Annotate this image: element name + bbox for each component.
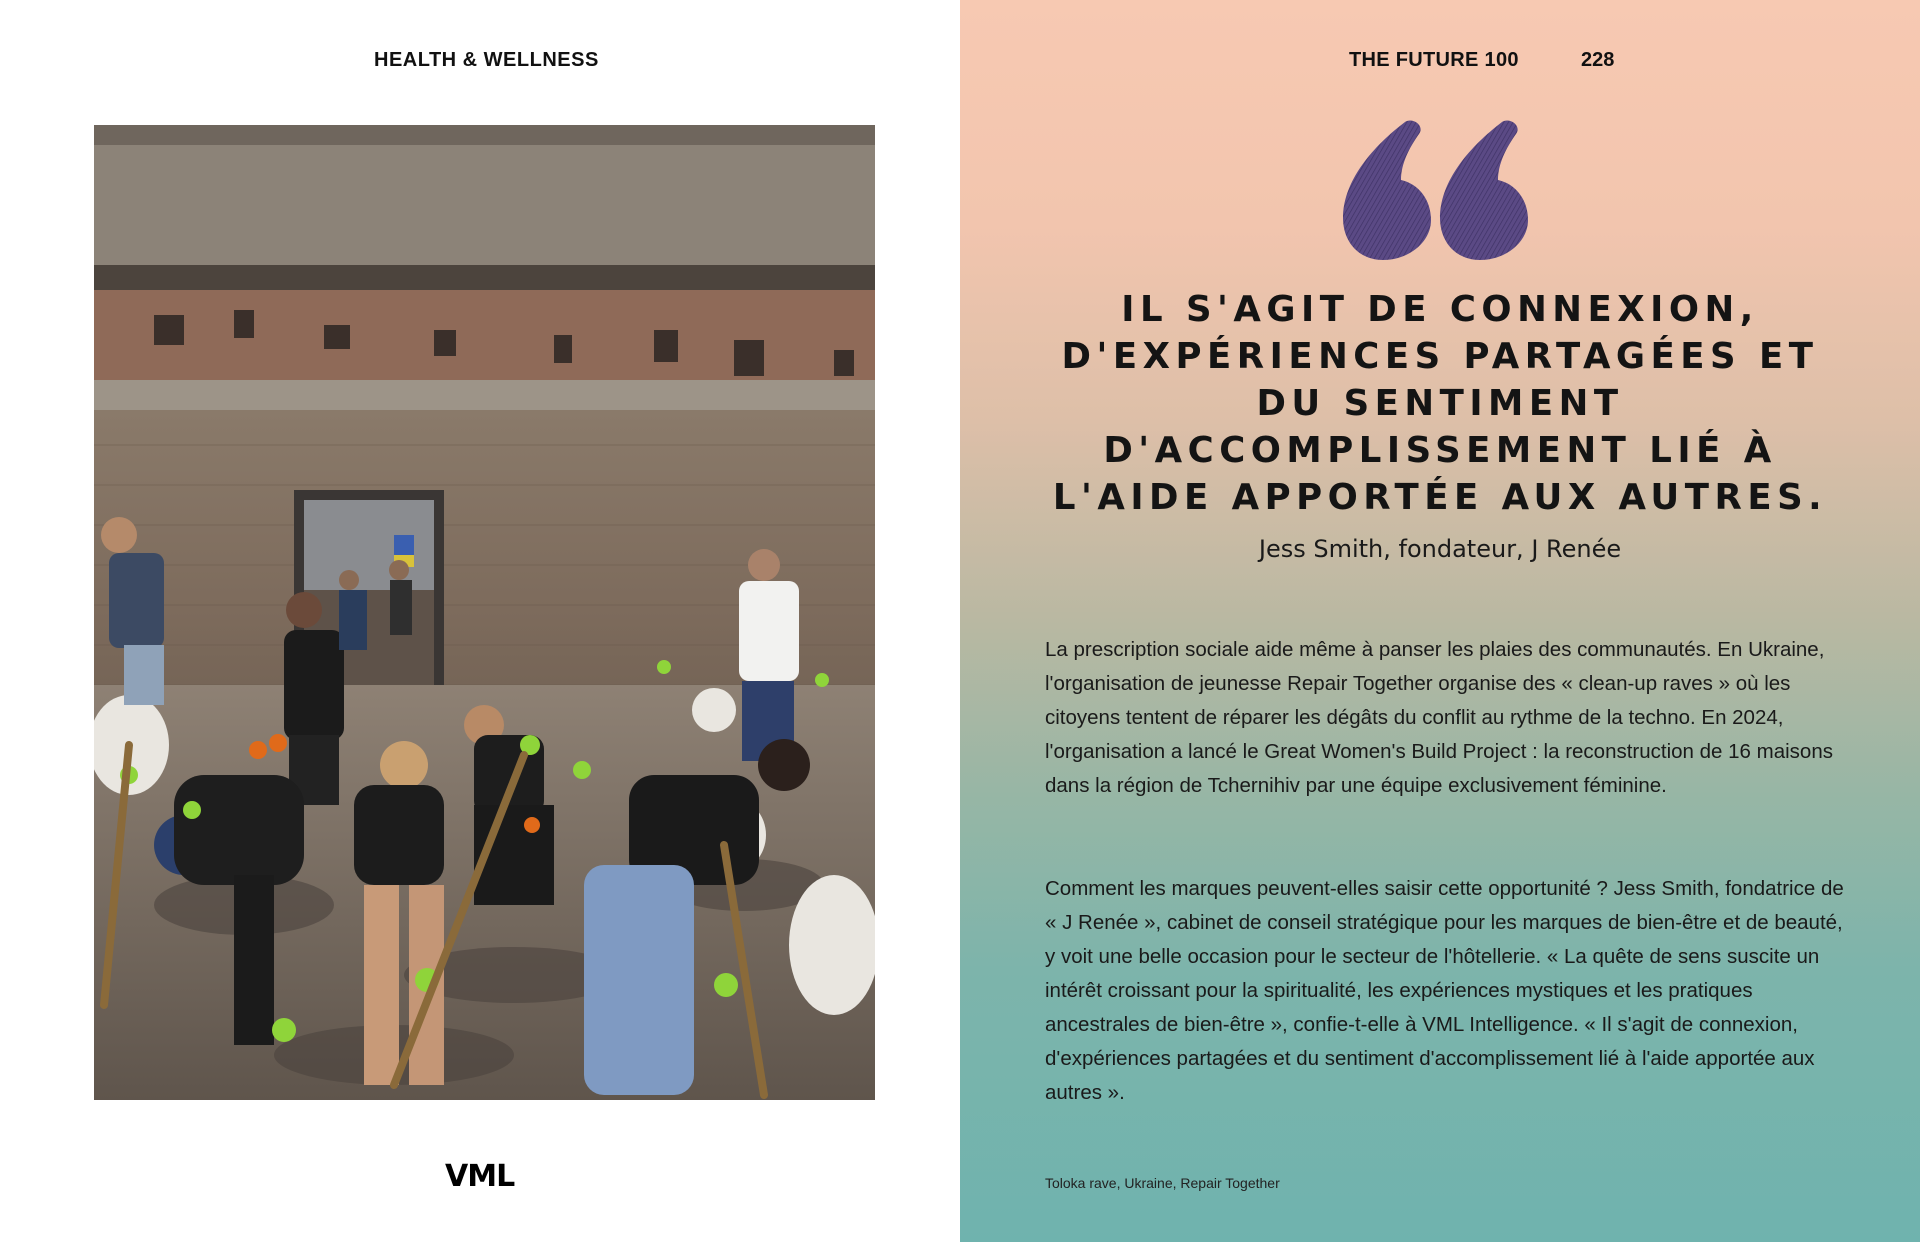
body-paragraph: La prescription sociale aide même à panser les plaies des communautés. En Ukraine, l'organisation de jeunesse Repair Together organise des « clean-up raves » où les citoyens tentent de réparer les dégâts du conflit au rythme de la techno. En 2024, l'organisation a lancé le Great Women's Build Project : la reconstruction de 16 maisons dans la région de Tchernihiv par une équipe exclusivement féminine. xyxy=(1045,638,1833,797)
opening-quote-icon xyxy=(1343,120,1528,260)
photo-caption: Toloka rave, Ukraine, Repair Together xyxy=(1045,1175,1280,1191)
section-label: HEALTH & WELLNESS xyxy=(374,49,599,71)
body-paragraph: Comment les marques peuvent-elles saisir cette opportunité ? Jess Smith, fondatrice de « J Renée », cabinet de conseil stratégique pour les marques de bien-être et de beauté, y voit une belle occasion pour le secteur de l'hôtellerie. « La quête de sens suscite un intérêt croissant pour la spiritualité, les expériences mystiques et les pratiques ancestrales de bien-être », confie-t-elle à VML Intelligence. « Il s'agit de connexion, d'expériences partagées et du sentiment d'accomplissement lié à l'aide apportée aux autres ». xyxy=(1045,877,1844,1104)
quote-attribution: Jess Smith, fondateur, J Renée xyxy=(1258,535,1622,563)
page-number: 228 xyxy=(1581,49,1615,71)
photo-illustration xyxy=(94,125,875,1100)
right-page xyxy=(960,0,1920,1242)
vml-logo: VML xyxy=(445,1159,515,1194)
publication-title: THE FUTURE 100 xyxy=(1349,49,1519,71)
pull-quote: IL S'AGIT DE CONNEXION, D'EXPÉRIENCES PARTAGÉES ET DU SENTIMENT D'ACCOMPLISSEMENT LIÉ À L'AIDE APPORTÉE AUX AUTRES. xyxy=(1052,289,1828,518)
volunteers-cleanup-photo xyxy=(94,125,875,1100)
